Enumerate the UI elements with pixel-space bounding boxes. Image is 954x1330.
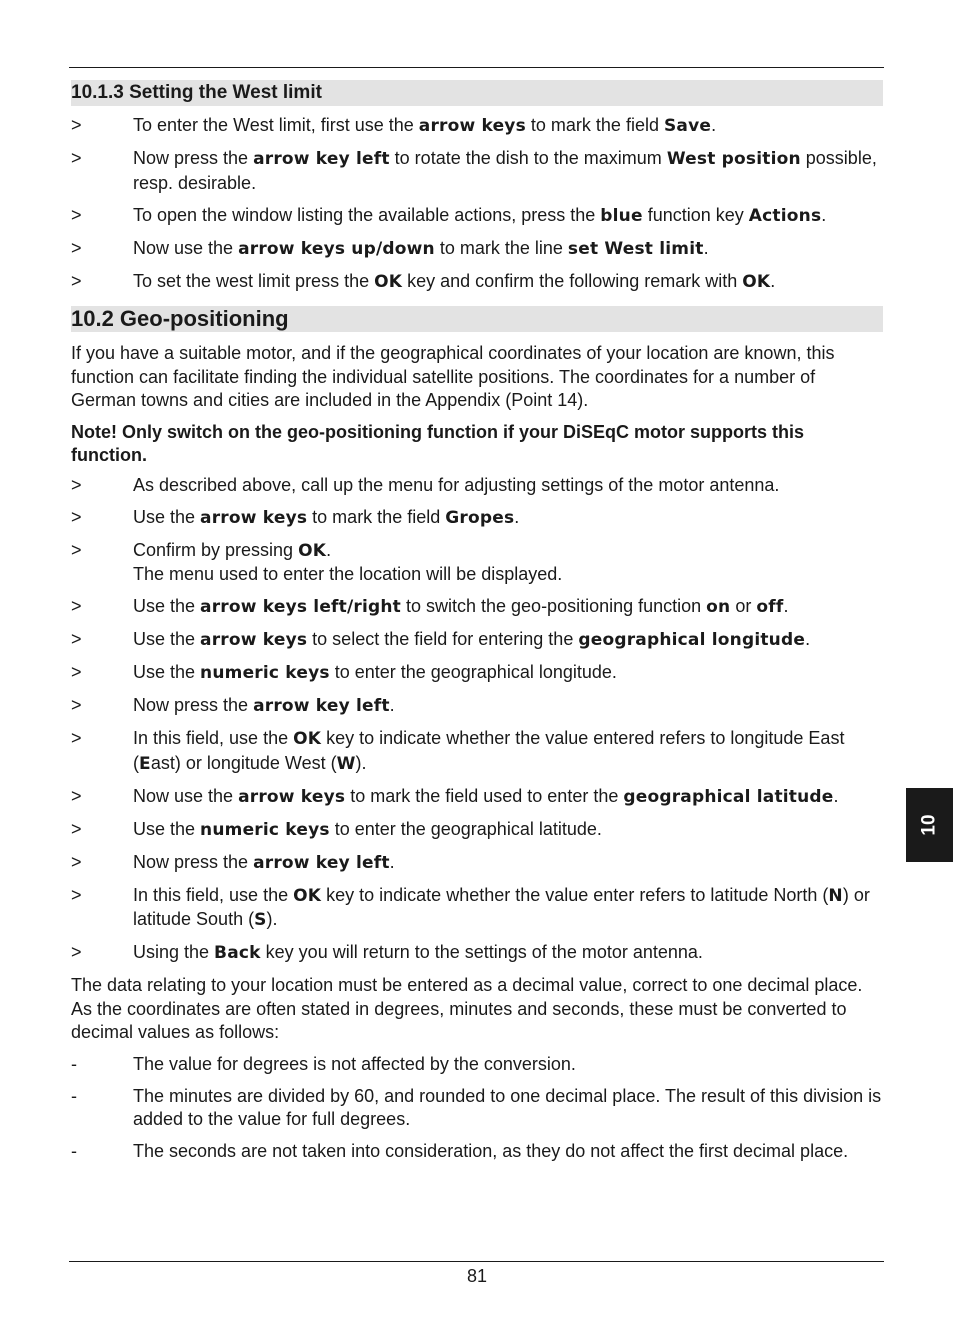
list-marker: > — [71, 785, 82, 806]
list-item-text: Now use the arrow keys up/down to mark the line set West limit. — [133, 237, 709, 259]
list-item — [71, 1140, 883, 1164]
key-term: OK — [374, 271, 403, 292]
key-term: numeric keys — [200, 819, 330, 840]
key-term: Save — [663, 116, 712, 136]
page-content — [71, 80, 883, 1172]
list-item — [71, 628, 883, 653]
conversion-rules — [71, 1053, 883, 1164]
page-number: 81 — [466, 1266, 488, 1286]
geo-intro-paragraph: If you have a suitable motor, and if the geographical coordinates of your location are known, this function can facilitate finding the individual satellite positions. The coordinates for a number of German towns and cities are included in the Appendix (Point 14). — [71, 343, 835, 410]
list-item — [71, 237, 883, 262]
key-term: arrow keys left/right — [200, 597, 401, 617]
list-item — [71, 270, 883, 295]
list-item-text: The value for degrees is not affected by the conversion. — [133, 1053, 576, 1074]
list-marker: > — [71, 115, 82, 135]
list-marker: - — [71, 1085, 77, 1106]
list-item-text: In this field, use the OK key to indicate whether the value enter refers to latitude North (N) or latitude South (S). — [133, 884, 870, 930]
list-item — [71, 1053, 883, 1077]
key-term: arrow keys — [238, 786, 346, 807]
list-item-text: Use the arrow keys left/right to switch the geo-positioning function on or off. — [133, 596, 789, 617]
list-item — [71, 204, 883, 229]
list-item-text: To open the window listing the available actions, press the blue function key Actions. — [133, 204, 827, 226]
list-item — [71, 941, 883, 966]
key-term: off — [756, 597, 784, 617]
list-item-text: The minutes are divided by 60, and rounded to one decimal place. The result of this division is added to the value for full degrees. — [133, 1085, 882, 1129]
key-term: S — [254, 910, 267, 930]
list-item-text: As described above, call up the menu for adjusting settings of the motor antenna. — [133, 474, 780, 495]
list-item — [71, 727, 883, 776]
key-term: arrow keys — [200, 507, 308, 528]
list-item-text: Use the numeric keys to enter the geographical longitude. — [133, 662, 617, 683]
list-item — [71, 506, 883, 531]
chapter-tab — [906, 788, 953, 862]
section-heading-geo-positioning: 10.2 Geo-positioning — [71, 306, 883, 332]
key-term: geographical latitude — [623, 786, 834, 807]
list-item — [71, 595, 883, 620]
list-marker: > — [71, 506, 82, 527]
key-term: arrow key left — [253, 852, 390, 873]
key-term: West position — [666, 149, 801, 169]
list-marker: > — [71, 851, 82, 872]
list-item-text: Now press the arrow key left to rotate the dish to the maximum West position possible, resp. desirable. — [133, 148, 877, 193]
list-marker: > — [71, 818, 82, 839]
list-item — [71, 474, 883, 498]
list-item — [71, 785, 883, 810]
key-term: arrow keys — [200, 630, 308, 650]
list-item-text: To set the west limit press the OK key and confirm the following remark with OK. — [133, 270, 776, 292]
list-item-text: Use the arrow keys to mark the field Gropes. — [133, 506, 520, 528]
list-item-text: Now press the arrow key left. — [133, 695, 395, 716]
list-marker: > — [71, 662, 82, 682]
list-marker: > — [71, 474, 82, 495]
key-term: set West limit — [567, 238, 704, 259]
section-heading-west-limit: 10.1.3 Setting the West limit — [71, 80, 883, 106]
list-item — [71, 147, 883, 195]
list-item — [71, 884, 883, 933]
key-term: OK — [742, 271, 771, 292]
key-term: numeric keys — [200, 663, 330, 683]
list-marker: > — [71, 539, 82, 560]
list-item — [71, 1085, 883, 1132]
list-item-text: Now press the arrow key left. — [133, 851, 395, 873]
list-marker: > — [71, 148, 82, 168]
list-marker: > — [71, 942, 82, 962]
list-marker: - — [71, 1053, 77, 1074]
key-term: Actions — [748, 205, 822, 226]
list-marker: - — [71, 1141, 77, 1161]
list-marker: > — [71, 596, 82, 616]
list-marker: > — [71, 629, 82, 649]
top-rule — [69, 67, 884, 68]
key-term: arrow key left — [253, 149, 390, 169]
list-marker: > — [71, 695, 82, 715]
list-item — [71, 851, 883, 876]
key-term: W — [336, 753, 356, 774]
list-item-text: Use the arrow keys to select the field for entering the geographical longitude. — [133, 629, 811, 650]
list-item — [71, 539, 883, 587]
key-term: geographical longitude — [578, 630, 806, 650]
key-term: Back — [214, 943, 261, 963]
key-term: arrow key left — [253, 696, 390, 716]
key-term: on — [706, 597, 731, 617]
list-item — [71, 694, 883, 719]
list-item — [71, 114, 883, 139]
bottom-rule — [69, 1261, 884, 1262]
list-marker: > — [71, 884, 82, 905]
key-term: Gropes — [445, 507, 515, 528]
key-term: OK — [293, 729, 322, 749]
list-item-text: To enter the West limit, first use the arrow keys to mark the field Save. — [133, 115, 717, 136]
key-term: N — [828, 885, 843, 906]
key-term: arrow keys — [418, 116, 526, 136]
key-term: blue — [600, 205, 643, 226]
key-term: E — [139, 753, 151, 774]
west-limit-steps — [71, 114, 883, 294]
chapter-tab-label: 10 — [918, 814, 940, 836]
list-marker: > — [71, 204, 82, 225]
list-item-text: Confirm by pressing OK. The menu used to enter the location will be displayed. — [133, 539, 563, 584]
list-item-text: In this field, use the OK key to indicate whether the value entered refers to longitude East (East) or longitude West (W). — [133, 728, 845, 774]
list-item-text: Now use the arrow keys to mark the field used to enter the geographical latitude. — [133, 785, 839, 807]
list-item — [71, 661, 883, 686]
geo-note: Note! Only switch on the geo-positioning function if your DiSEqC motor supports this function. — [71, 421, 804, 465]
list-marker: > — [71, 728, 82, 748]
list-marker: > — [71, 270, 82, 291]
list-item-text: The seconds are not taken into consideration, as they do not affect the first decimal place. — [133, 1141, 849, 1161]
decimal-conversion-paragraph: The data relating to your location must be entered as a decimal value, correct to one decimal place. As the coordinates are often stated in degrees, minutes and seconds, these must be converted to decimal values as follows: — [71, 975, 863, 1042]
list-item-text: Use the numeric keys to enter the geographical latitude. — [133, 818, 602, 840]
key-term: OK — [298, 540, 327, 561]
geo-steps — [71, 474, 883, 966]
key-term: OK — [293, 885, 322, 906]
list-item — [71, 818, 883, 843]
list-item-text: Using the Back key you will return to the settings of the motor antenna. — [133, 942, 703, 963]
list-marker: > — [71, 237, 82, 258]
key-term: arrow keys up/down — [238, 238, 435, 259]
